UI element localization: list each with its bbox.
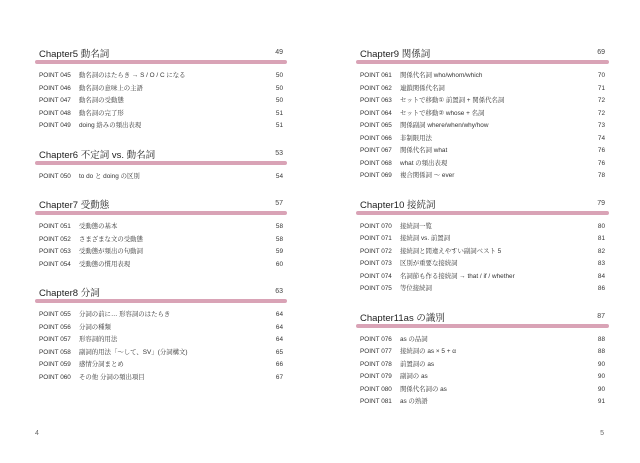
point-number: POINT 076	[360, 335, 392, 343]
right-page	[320, 0, 640, 463]
point-title: 連鎖関係代名詞	[400, 84, 445, 92]
point-title: 受動態の基本	[79, 223, 118, 230]
chapter-heading[interactable]	[35, 46, 287, 62]
point-title: 接続詞 vs. 前置詞	[400, 235, 451, 242]
point-page: 66	[275, 361, 283, 368]
point-title: 動名詞のはたらき → S / O / C になる	[79, 72, 186, 79]
chapter-bar	[35, 211, 287, 215]
point-number: POINT 056	[39, 323, 71, 331]
point-number: POINT 051	[39, 223, 71, 230]
point-title: 区別が重要な接続詞	[400, 260, 458, 267]
point-title: 副詞の as	[400, 373, 428, 380]
point-page: 86	[597, 285, 605, 292]
point-page: 64	[275, 336, 283, 343]
point-page: 81	[597, 235, 605, 242]
chapter-page: 69	[597, 49, 605, 56]
toc-entry[interactable]	[356, 271, 609, 284]
point-number: POINT 048	[39, 109, 71, 117]
point-number: POINT 049	[39, 122, 71, 129]
chapter-page: 53	[275, 149, 283, 157]
point-number: POINT 067	[360, 147, 392, 154]
point-title: 関係副詞 where/when/why/how	[400, 122, 489, 129]
point-number: POINT 060	[39, 373, 71, 381]
toc-entry[interactable]	[35, 95, 287, 108]
point-page: 76	[597, 147, 605, 154]
point-number: POINT 057	[39, 336, 71, 343]
point-number: POINT 070	[360, 222, 392, 230]
toc-entry[interactable]	[356, 334, 609, 347]
point-title: 関係代名詞の as	[400, 385, 447, 393]
point-number: POINT 074	[360, 272, 392, 280]
chapter-page: 57	[275, 200, 283, 207]
chapter-bar	[35, 161, 287, 165]
point-title: 等位接続詞	[400, 285, 432, 292]
point-title: 動名詞の完了形	[79, 109, 124, 117]
toc-entry[interactable]	[356, 95, 609, 108]
point-number: POINT 065	[360, 122, 392, 129]
point-number: POINT 080	[360, 385, 392, 393]
point-page: 72	[597, 109, 605, 117]
toc-entry[interactable]	[356, 396, 609, 409]
point-title: 受動態が頻出の句動詞	[79, 248, 143, 255]
point-page: 74	[597, 134, 605, 142]
point-page: 51	[275, 109, 283, 117]
point-number: POINT 064	[360, 109, 392, 117]
point-title: 関係代名詞 who/whom/which	[400, 72, 483, 79]
point-page: 65	[275, 348, 283, 356]
point-title: as の品詞	[400, 335, 428, 343]
toc-entry[interactable]	[356, 258, 609, 271]
point-number: POINT 073	[360, 260, 392, 267]
point-page: 90	[597, 360, 605, 368]
point-number: POINT 079	[360, 373, 392, 380]
chapter-heading[interactable]	[356, 197, 609, 213]
toc-column	[35, 38, 287, 384]
point-page: 58	[275, 235, 283, 243]
point-title: 複合関係詞 〜 ever	[400, 172, 455, 179]
chapter-title: Chapter7 受動態	[39, 200, 110, 211]
point-number: POINT 063	[360, 97, 392, 104]
toc-entry[interactable]	[356, 283, 609, 296]
toc-entry[interactable]	[356, 384, 609, 397]
toc-entry[interactable]	[35, 359, 287, 372]
chapter-heading[interactable]	[35, 147, 287, 163]
point-page: 70	[597, 72, 605, 79]
point-number: POINT 077	[360, 348, 392, 355]
point-page: 50	[275, 97, 283, 104]
chapter-title: Chapter10 接続詞	[360, 199, 436, 211]
toc-entry[interactable]	[35, 83, 287, 96]
point-number: POINT 062	[360, 84, 392, 92]
point-number: POINT 081	[360, 398, 392, 405]
chapter-heading[interactable]	[356, 46, 609, 62]
point-number: POINT 061	[360, 72, 392, 79]
toc-entry[interactable]	[356, 70, 609, 83]
toc-entry[interactable]	[356, 108, 609, 121]
chapter-page: 49	[275, 49, 283, 56]
point-title: 接続詞と間違えやすい副詞ベスト 5	[400, 247, 502, 255]
point-title: 動名詞の意味上の主語	[79, 84, 143, 92]
chapter-title: Chapter5 動名詞	[39, 49, 110, 60]
point-title: doing 絡みの頻出表現	[79, 122, 142, 129]
point-page: 76	[597, 159, 605, 167]
point-number: POINT 046	[39, 84, 71, 92]
chapter-page: 79	[597, 199, 605, 207]
point-number: POINT 050	[39, 172, 71, 180]
point-page: 60	[275, 260, 283, 268]
toc-entry[interactable]	[356, 120, 609, 133]
point-title: 関係代名詞 what	[400, 147, 448, 154]
chapter-title: Chapter9 関係詞	[360, 49, 431, 60]
point-page: 72	[597, 97, 605, 104]
point-page: 84	[597, 272, 605, 280]
point-title: セットで移動② whose + 名詞	[400, 109, 485, 117]
point-title: 接続詞一覧	[400, 222, 432, 230]
chapter-heading[interactable]	[35, 285, 287, 301]
chapter-bar	[356, 324, 609, 328]
point-number: POINT 059	[39, 361, 71, 368]
point-page: 82	[597, 247, 605, 255]
toc-entry[interactable]	[356, 233, 609, 246]
chapter-bar	[356, 211, 609, 215]
toc-entry[interactable]	[356, 145, 609, 158]
point-page: 50	[275, 84, 283, 92]
folio-page-number: 5	[600, 430, 604, 437]
point-number: POINT 066	[360, 134, 392, 142]
point-title: 形容詞的用法	[79, 336, 118, 343]
point-title: as の熟語	[400, 398, 428, 405]
toc-entry[interactable]	[356, 246, 609, 259]
toc-entry[interactable]	[356, 359, 609, 372]
point-page: 51	[275, 122, 283, 129]
point-page: 91	[597, 398, 605, 405]
folio-page-number: 4	[35, 430, 39, 437]
toc-entry[interactable]	[356, 170, 609, 183]
point-page: 90	[597, 385, 605, 393]
point-title: セットで移動① 前置詞 + 関係代名詞	[400, 97, 505, 104]
point-page: 78	[597, 172, 605, 179]
point-number: POINT 078	[360, 360, 392, 368]
toc-entry[interactable]	[356, 83, 609, 96]
toc-entry[interactable]	[35, 309, 287, 322]
toc-entry[interactable]	[35, 171, 287, 184]
toc-entry[interactable]	[35, 334, 287, 347]
chapter-title: Chapter6 不定詞 vs. 動名詞	[39, 149, 156, 161]
chapter-title: Chapter8 分詞	[39, 288, 100, 299]
toc-entry[interactable]	[35, 120, 287, 133]
point-title: さまざまな文の受動態	[79, 235, 143, 243]
chapter-heading[interactable]	[35, 197, 287, 213]
point-page: 67	[275, 373, 283, 381]
point-title: what の頻出表現	[400, 159, 448, 167]
toc-entry[interactable]	[35, 234, 287, 247]
point-title: to do と doing の区別	[79, 172, 140, 180]
point-number: POINT 054	[39, 260, 71, 268]
point-title: 前置詞の as	[400, 360, 435, 368]
toc-entry[interactable]	[35, 70, 287, 83]
point-page: 50	[275, 72, 283, 79]
chapter-bar	[35, 60, 287, 64]
point-title: 受動態の慣用表現	[79, 260, 131, 268]
chapter-heading[interactable]	[356, 310, 609, 326]
chapter-title: Chapter11as の識別	[360, 312, 445, 324]
toc-entry[interactable]	[35, 108, 287, 121]
chapter-bar	[35, 299, 287, 303]
point-title: 副詞的用法「〜して、SV」(分詞構文)	[79, 348, 188, 356]
point-title: 感情分詞まとめ	[79, 361, 124, 368]
toc-column	[356, 38, 609, 409]
point-page: 80	[597, 222, 605, 230]
point-number: POINT 045	[39, 72, 71, 79]
point-page: 59	[275, 248, 283, 255]
toc-entry[interactable]	[35, 246, 287, 259]
point-number: POINT 068	[360, 159, 392, 167]
chapter-page: 87	[597, 312, 605, 320]
point-title: 分詞の前に… 形容詞のはたらき	[79, 311, 171, 318]
toc-entry[interactable]	[35, 221, 287, 234]
point-number: POINT 053	[39, 248, 71, 255]
point-page: 64	[275, 311, 283, 318]
point-number: POINT 052	[39, 235, 71, 243]
point-title: 分詞の種類	[79, 323, 111, 331]
point-title: その他 分詞の頻出項目	[79, 373, 145, 381]
point-number: POINT 055	[39, 311, 71, 318]
toc-entry[interactable]	[35, 322, 287, 335]
toc-entry[interactable]	[356, 371, 609, 384]
chapter-page: 63	[275, 288, 283, 295]
toc-entry[interactable]	[35, 372, 287, 385]
point-page: 71	[597, 84, 605, 92]
point-page: 88	[597, 335, 605, 343]
point-number: POINT 071	[360, 235, 392, 242]
point-title: 名詞節も作る接続詞 → that / if / whether	[400, 272, 515, 280]
toc-entry[interactable]	[35, 347, 287, 360]
point-number: POINT 058	[39, 348, 71, 356]
toc-entry[interactable]	[356, 221, 609, 234]
point-page: 90	[597, 373, 605, 380]
point-title: 動名詞の受動態	[79, 97, 124, 104]
point-number: POINT 072	[360, 247, 392, 255]
chapter-bar	[356, 60, 609, 64]
point-page: 54	[275, 172, 283, 180]
point-page: 58	[275, 223, 283, 230]
point-page: 64	[275, 323, 283, 331]
point-title: 非制限用法	[400, 134, 432, 142]
point-page: 88	[597, 348, 605, 355]
point-number: POINT 047	[39, 97, 71, 104]
point-number: POINT 069	[360, 172, 392, 179]
toc-entry[interactable]	[356, 158, 609, 171]
point-page: 73	[597, 122, 605, 129]
point-number: POINT 075	[360, 285, 392, 292]
toc-entry[interactable]	[356, 346, 609, 359]
toc-entry[interactable]	[35, 259, 287, 272]
point-page: 83	[597, 260, 605, 267]
toc-entry[interactable]	[356, 133, 609, 146]
point-title: 接続詞の as × 5 + α	[400, 348, 456, 355]
